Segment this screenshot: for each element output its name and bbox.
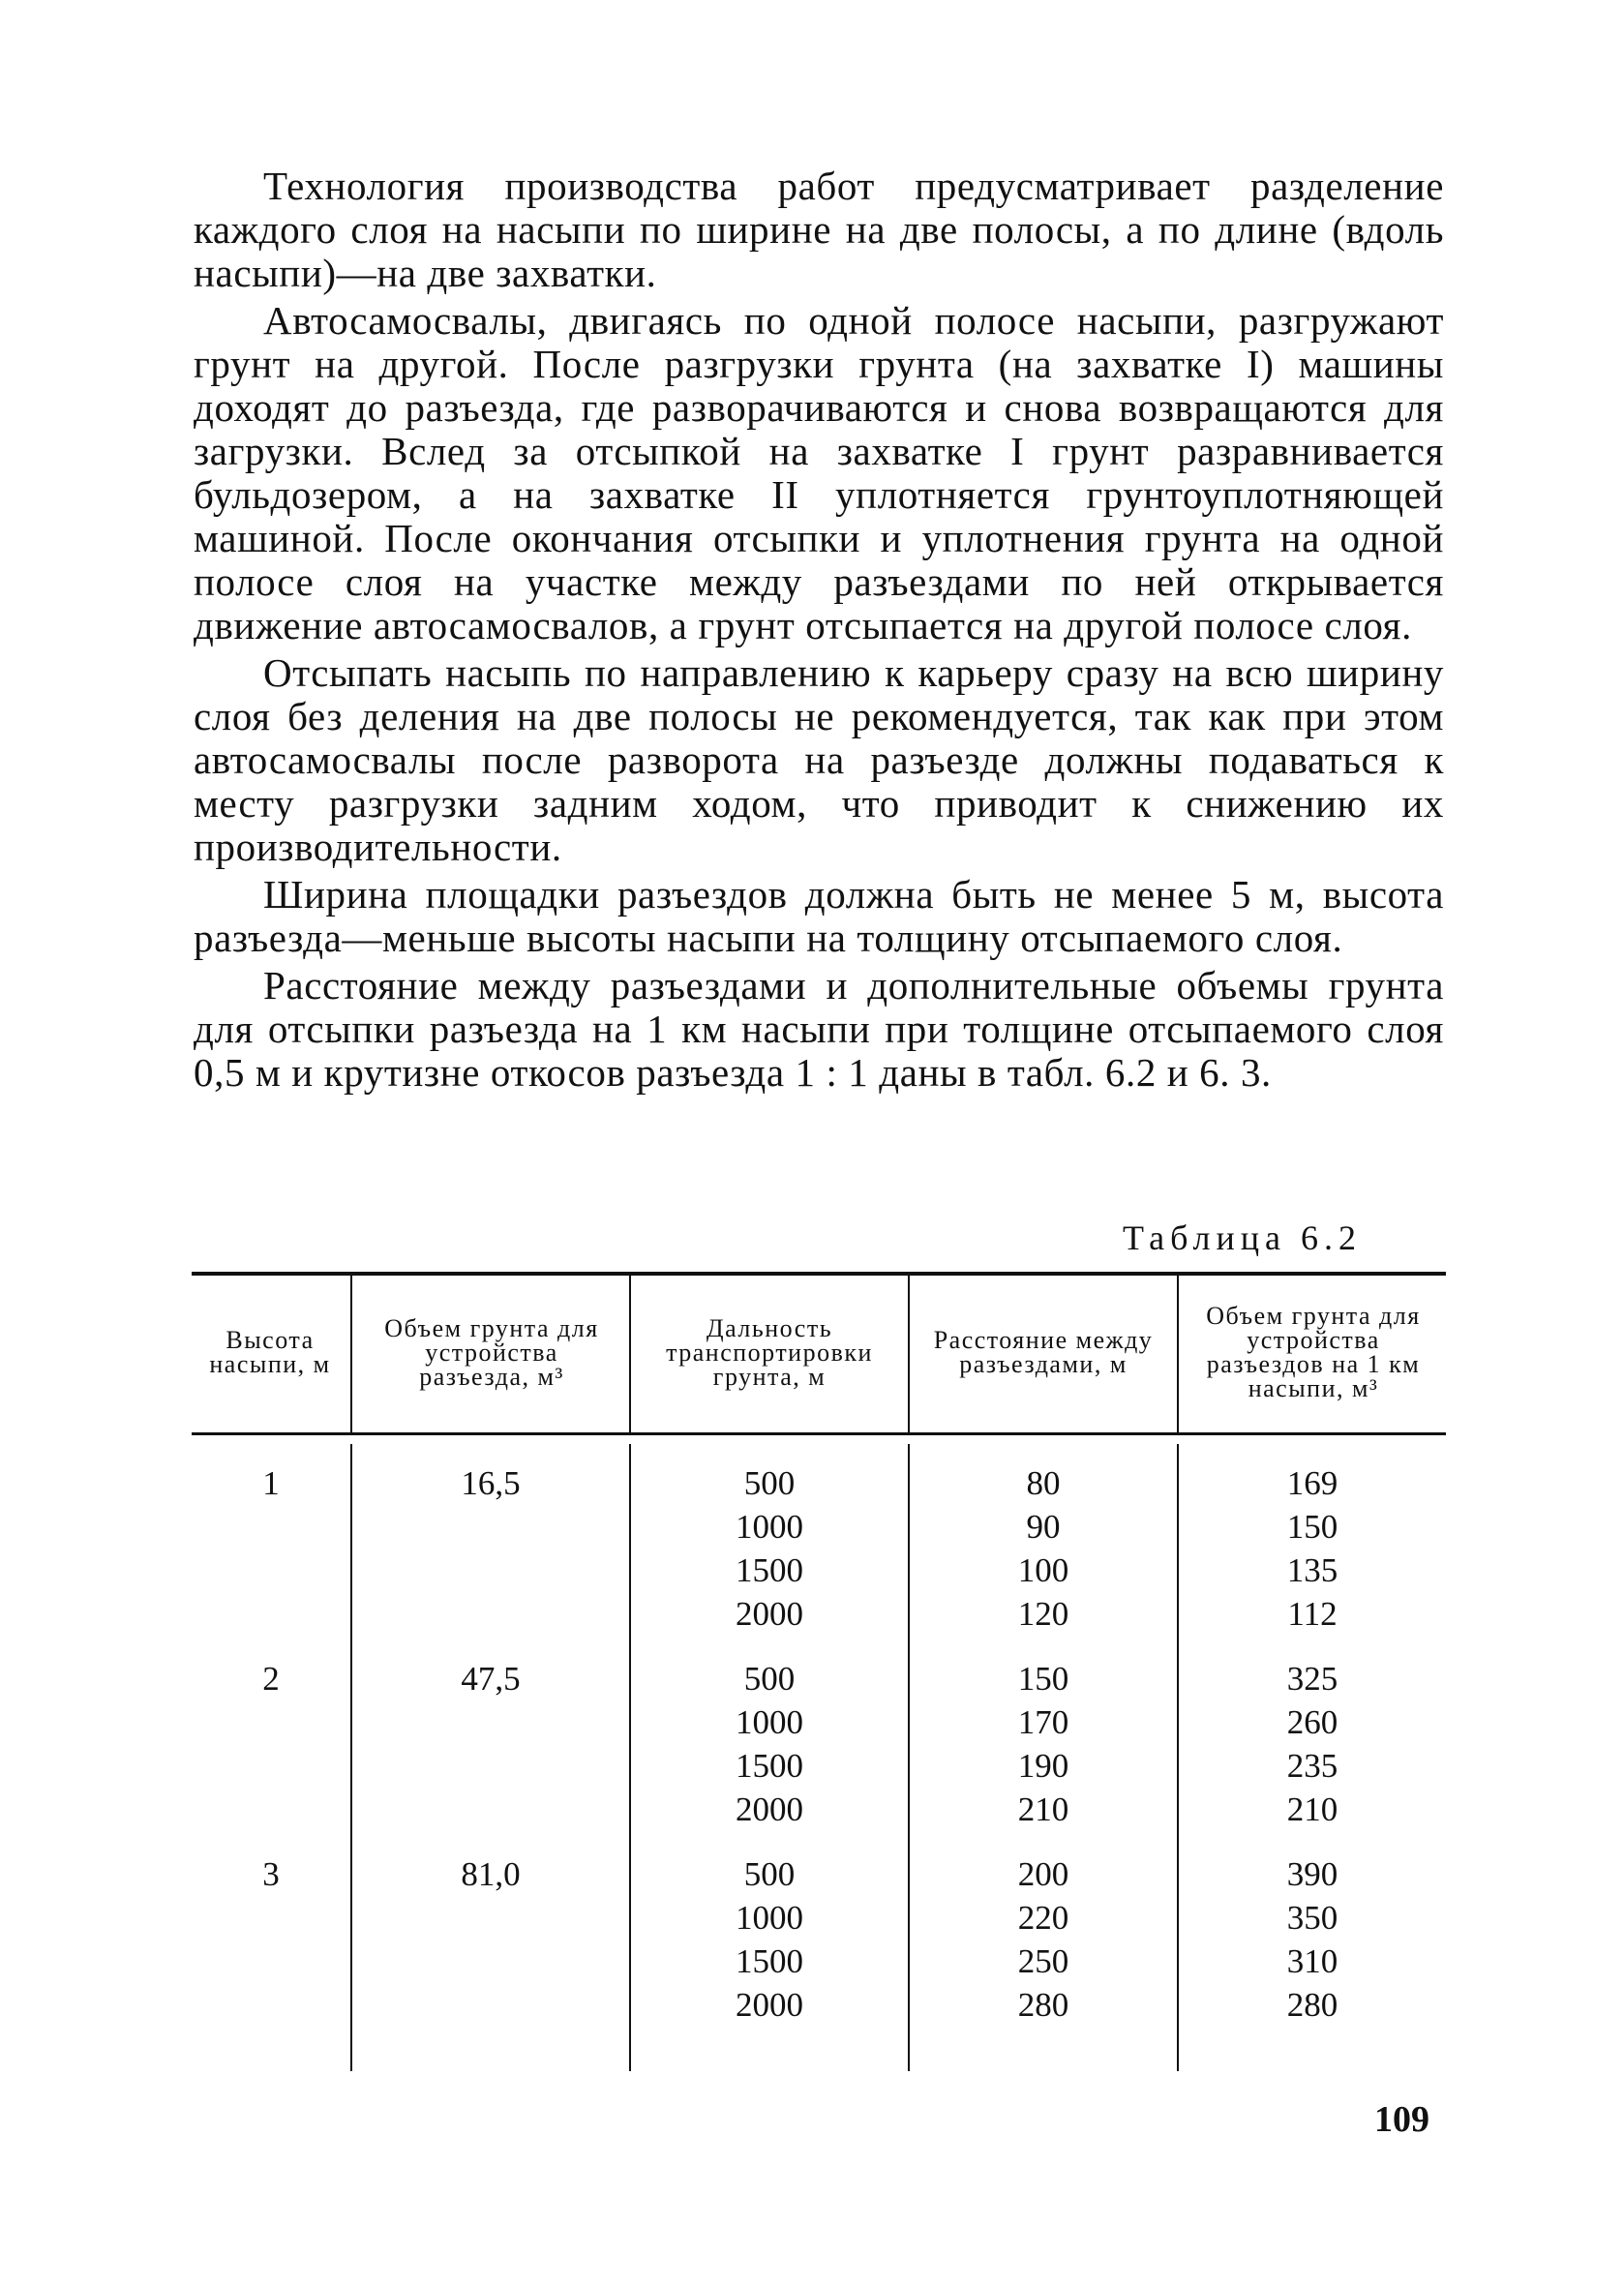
table-cell: 350 <box>1286 1899 1338 1937</box>
header-spacing: Расстояние между разъездами, м <box>933 1326 1154 1378</box>
table-cell: 2000 <box>736 1790 803 1828</box>
table-cell: 310 <box>1286 1942 1338 1980</box>
table-cell: 280 <box>1017 1986 1069 2024</box>
height-cell: 1 <box>262 1464 280 1502</box>
table-cell: 500 <box>743 1660 796 1698</box>
table-cell: 2000 <box>736 1986 803 2024</box>
paragraph: Автосамосвалы, двигаясь по одной полосе насыпи, разгружают грунт на другой. После разгрузки грунта (на захватке I) машины доходят до разъезда, где разворачиваются и снова возвращаются для загрузки. Вслед за отсыпкой на захватке I грунт разравнивается бульдозером, а на захватке II уплотняется грунтоуплотняющей машиной. После окончания отсыпки и уплотнения грунта на одной полосе слоя на участке между разъездами по ней открывается движение автосамосвалов, а грунт отсыпается на другой полосе слоя. <box>194 298 1444 647</box>
header-volume-per-km: Объем грунта для устройства разъездов на 1 км насыпи, м³ <box>1206 1302 1421 1402</box>
table-cell: 100 <box>1017 1551 1069 1589</box>
column-divider <box>629 1276 631 1432</box>
table-cell: 280 <box>1286 1986 1338 2024</box>
paragraph: Расстояние между разъездами и дополнительные объемы грунта для отсыпки разъезда на 1 км насыпи при толщине отсыпаемого слоя 0,5 м и крутизне откосов разъезда 1 : 1 даны в табл. 6.2 и 6. 3. <box>194 963 1444 1095</box>
table-row-group <box>192 1461 1446 1636</box>
table-cell: 80 <box>1026 1464 1061 1502</box>
paragraph: Технология производства работ предусматривает разделение каждого слоя на насыпи по ширине на две полосы, а по длине (вдоль насыпи)—на две захватки. <box>194 164 1444 295</box>
table-cell: 250 <box>1017 1942 1069 1980</box>
table-cell: 390 <box>1286 1855 1338 1893</box>
spacing-column <box>910 1657 1177 1831</box>
column-divider <box>1177 1276 1179 1432</box>
header-distance: Дальность транспортировки грунта, м <box>666 1313 873 1391</box>
volume-per-km-column <box>1179 1461 1446 1636</box>
column-divider <box>908 1276 910 1432</box>
table-row-group <box>192 1657 1446 1831</box>
table-row-group <box>192 1852 1446 2027</box>
table-cell: 112 <box>1287 1595 1338 1633</box>
volume-per-km-column <box>1179 1852 1446 2027</box>
table-cell: 150 <box>1017 1660 1069 1698</box>
table-cell: 500 <box>743 1855 796 1893</box>
table-cell: 1000 <box>736 1703 803 1741</box>
body-text <box>194 165 1444 1098</box>
table-body <box>192 1461 1446 2048</box>
paragraph: Ширина площадки разъездов должна быть не менее 5 м, высота разъезда—меньше высоты насыпи на толщину отсыпаемого слоя. <box>194 872 1444 960</box>
table-top-rule <box>192 1272 1446 1276</box>
height-cell: 3 <box>262 1855 280 1893</box>
table-cell: 200 <box>1017 1855 1069 1893</box>
distance-column <box>631 1852 908 2027</box>
table-cell: 1500 <box>736 1942 803 1980</box>
paragraph: Отсыпать насыпь по направлению к карьеру сразу на всю ширину слоя без деления на две полосы не рекомендуется, так как при этом автосамосвалы после разворота на разъезде должны подаваться к месту разгрузки задним ходом, что приводит к снижению их производительности. <box>194 650 1444 869</box>
header-volume: Объем грунта для устройства разъезда, м³ <box>384 1313 599 1391</box>
distance-column <box>631 1657 908 1831</box>
distance-column <box>631 1461 908 1636</box>
table-cell: 170 <box>1017 1703 1069 1741</box>
table-caption: Таблица 6.2 <box>1123 1218 1362 1257</box>
table-cell: 135 <box>1286 1551 1338 1589</box>
spacing-column <box>910 1852 1177 2027</box>
height-cell: 2 <box>262 1660 280 1698</box>
table-cell: 220 <box>1017 1899 1069 1937</box>
table-cell: 1000 <box>736 1899 803 1937</box>
table-cell: 210 <box>1017 1790 1069 1828</box>
table-cell: 190 <box>1017 1747 1069 1785</box>
table-header-rule <box>192 1432 1446 1435</box>
table-cell: 210 <box>1286 1790 1338 1828</box>
table-cell: 120 <box>1017 1595 1069 1633</box>
table-cell: 500 <box>743 1464 796 1502</box>
volume-cell: 47,5 <box>461 1660 521 1698</box>
table-cell: 1500 <box>736 1551 803 1589</box>
header-height: Высота насыпи, м <box>209 1326 331 1378</box>
table-cell: 1500 <box>736 1747 803 1785</box>
table-cell: 169 <box>1286 1464 1338 1502</box>
volume-per-km-column <box>1179 1657 1446 1831</box>
table-cell: 260 <box>1286 1703 1338 1741</box>
volume-cell: 16,5 <box>461 1464 521 1502</box>
volume-cell: 81,0 <box>461 1855 521 1893</box>
table-cell: 235 <box>1286 1747 1338 1785</box>
spacing-column <box>910 1461 1177 1636</box>
table-cell: 150 <box>1286 1508 1338 1546</box>
table-cell: 90 <box>1026 1508 1061 1546</box>
page-number: 109 <box>1374 2099 1429 2140</box>
table-cell: 1000 <box>736 1508 803 1546</box>
column-divider <box>350 1276 352 1432</box>
table-cell: 2000 <box>736 1595 803 1633</box>
table-cell: 325 <box>1286 1660 1338 1698</box>
